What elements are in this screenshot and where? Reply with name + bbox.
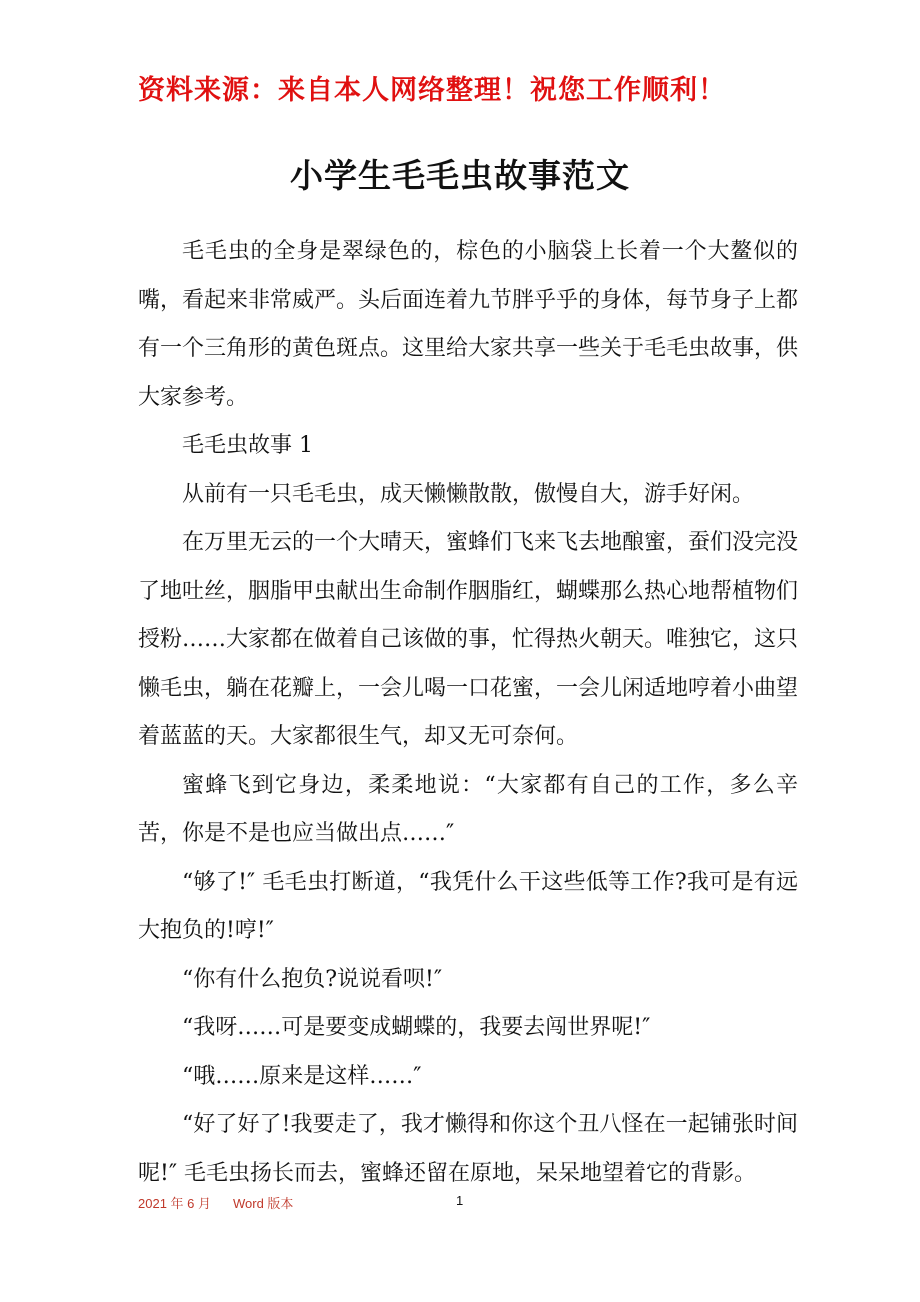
- document-title: 小学生毛毛虫故事范文: [290, 156, 630, 195]
- story-paragraph: “哦……原来是这样……″: [182, 1063, 422, 1089]
- story-paragraph: “够了!″ 毛毛虫打断道，“我凭什么干这些低等工作?我可是有远大抱负的!哼!″: [138, 869, 798, 943]
- page-number: 1: [456, 1193, 464, 1208]
- footer-version: Word 版本: [233, 1196, 294, 1211]
- story-paragraph: “好了好了!我要走了，我才懒得和你这个丑八怪在一起铺张时间呢!″ 毛毛虫扬长而去，蜜蜂还留在原地，呆呆地望着它的背影。: [138, 1112, 798, 1186]
- story-paragraph: 蜜蜂飞到它身边，柔柔地说：“大家都有自己的工作，多么辛苦，你是不是也应当做出点……″: [138, 772, 798, 846]
- story-paragraph: 在万里无云的一个大晴天，蜜蜂们飞来飞去地酿蜜，蚕们没完没了地吐丝，胭脂甲虫献出生命制作胭脂红，蝴蝶那么热心地帮植物们授粉……大家都在做着自己该做的事，忙得热火朝天。唯独它，这只懒毛虫，躺在花瓣上，一会儿喝一口花蜜，一会儿闲适地哼着小曲望着蓝蓝的天。大家都很生气，却又无可奈何。: [138, 530, 799, 749]
- page-footer: [138, 1193, 798, 1213]
- story-paragraph: “我呀……可是要变成蝴蝶的，我要去闯世界呢!″: [182, 1015, 651, 1040]
- story-paragraph: “你有什么抱负?说说看呗!″: [182, 966, 443, 992]
- story-heading: 毛毛虫故事 1: [182, 433, 313, 458]
- intro-paragraph: 毛毛虫的全身是翠绿色的，棕色的小脑袋上长着一个大鳌似的嘴，看起来非常威严。头后面连着九节胖乎乎的身体，每节身子上都有一个三角形的黄色斑点。这里给大家共享一些关于毛毛虫故事，供大家参考。: [138, 239, 799, 410]
- source-banner: 资料来源：来自本人网络整理！祝您工作顺利！: [138, 75, 726, 106]
- document-body: [138, 228, 798, 1198]
- story-paragraph: 从前有一只毛毛虫，成天懒懒散散，傲慢自大，游手好闲。: [182, 481, 755, 507]
- footer-date: 2021 年 6 月: [138, 1196, 211, 1211]
